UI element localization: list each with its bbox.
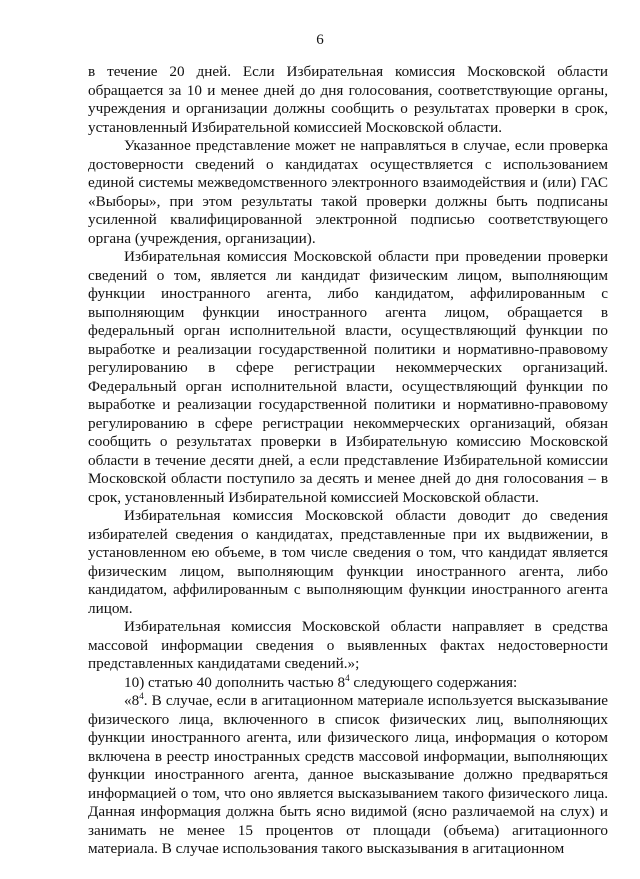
amendment-quote-paragraph bbox=[88, 692, 608, 859]
amendment-item-10-tail: следующего содержания: bbox=[349, 673, 518, 691]
quote-opening: «8 bbox=[124, 692, 140, 709]
paragraph-voter-information: Избирательная комиссия Московской области доводит до сведения избирателей сведения о кандидатах, представленные при их выдвижении, в установленном ею объеме, в том числе сведения о том, что кандидат является физическим лицом, выполняющим функции иностранного агента, либо кандидатом, аффилированным с выполняющим функции иностранного агента лицом. bbox=[88, 507, 608, 617]
amendment-item-10 bbox=[88, 674, 608, 693]
quote-superscript: 4 bbox=[139, 691, 144, 701]
paragraph-verification-notice: Указанное представление может не направляться в случае, если проверка достоверности сведений о кандидатах осуществляется с использованием единой системы межведомственного электронного взаимодействия и (или) ГАС «Выборы», при этом результаты такой проверки должны быть подписаны усиленной квалифицированной электронной подписью соответствующего органа (учреждения, организации). bbox=[88, 137, 608, 247]
quote-text: . В случае, если в агитационном материале используется высказывание физического лица, включенного в список физических лиц, выполняющих функции иностранного агента, или физического лица, информация о котором включена в реестр иностранных средств массовой информации, выполняющих функции иностранного агента, данное высказывание должно предваряться информацией о том, что оно является высказыванием такого физического лица. Данная информация должна быть ясно видимой (ясно различаемой на слух) и занимать не менее 15 процентов от площади (объема) агитационного материала. В случае использования такого высказывания в агитационном bbox=[88, 692, 608, 857]
document-body bbox=[88, 63, 608, 859]
paragraph-foreign-agent-check: Избирательная комиссия Московской области при проведении проверки сведений о том, является ли кандидат физическим лицом, выполняющим функции иностранного агента, либо кандидатом, аффилированным с выполняющим функции иностранного агента лицом, обращается в федеральный орган исполнительной власти, осуществляющий функции по выработке и реализации государственной политики и нормативно-правовому регулированию в сфере регистрации некоммерческих организаций. Федеральный орган исполнительной власти, осуществляющий функции по выработке и реализации государственной политики и нормативно-правовому регулированию в сфере регистрации некоммерческих организаций, обязан сообщить о результатах проверки в Избирательную комиссию Московской области в течение десяти дней, а если представление Избирательной комиссии Московской области поступило за десять и менее дней до дня голосования – в срок, установленный Избирательной комиссией Московской области. bbox=[88, 248, 608, 506]
paragraph-media-notice: Избирательная комиссия Московской области направляет в средства массовой информации сведения о выявленных фактах недостоверности представленных кандидатами сведений.»; bbox=[88, 618, 608, 672]
amendment-item-10-text: 10) статью 40 дополнить частью 8 bbox=[124, 673, 346, 691]
amendment-item-10-superscript: 4 bbox=[345, 672, 350, 683]
paragraph-continued: в течение 20 дней. Если Избирательная комиссия Московской области обращается за 10 и менее дней до дня голосования, соответствующие органы, учреждения и организации должны сообщить о результатах проверки в срок, установленный Избирательной комиссией Московской области. bbox=[88, 63, 608, 136]
page-number: 6 bbox=[316, 32, 324, 48]
